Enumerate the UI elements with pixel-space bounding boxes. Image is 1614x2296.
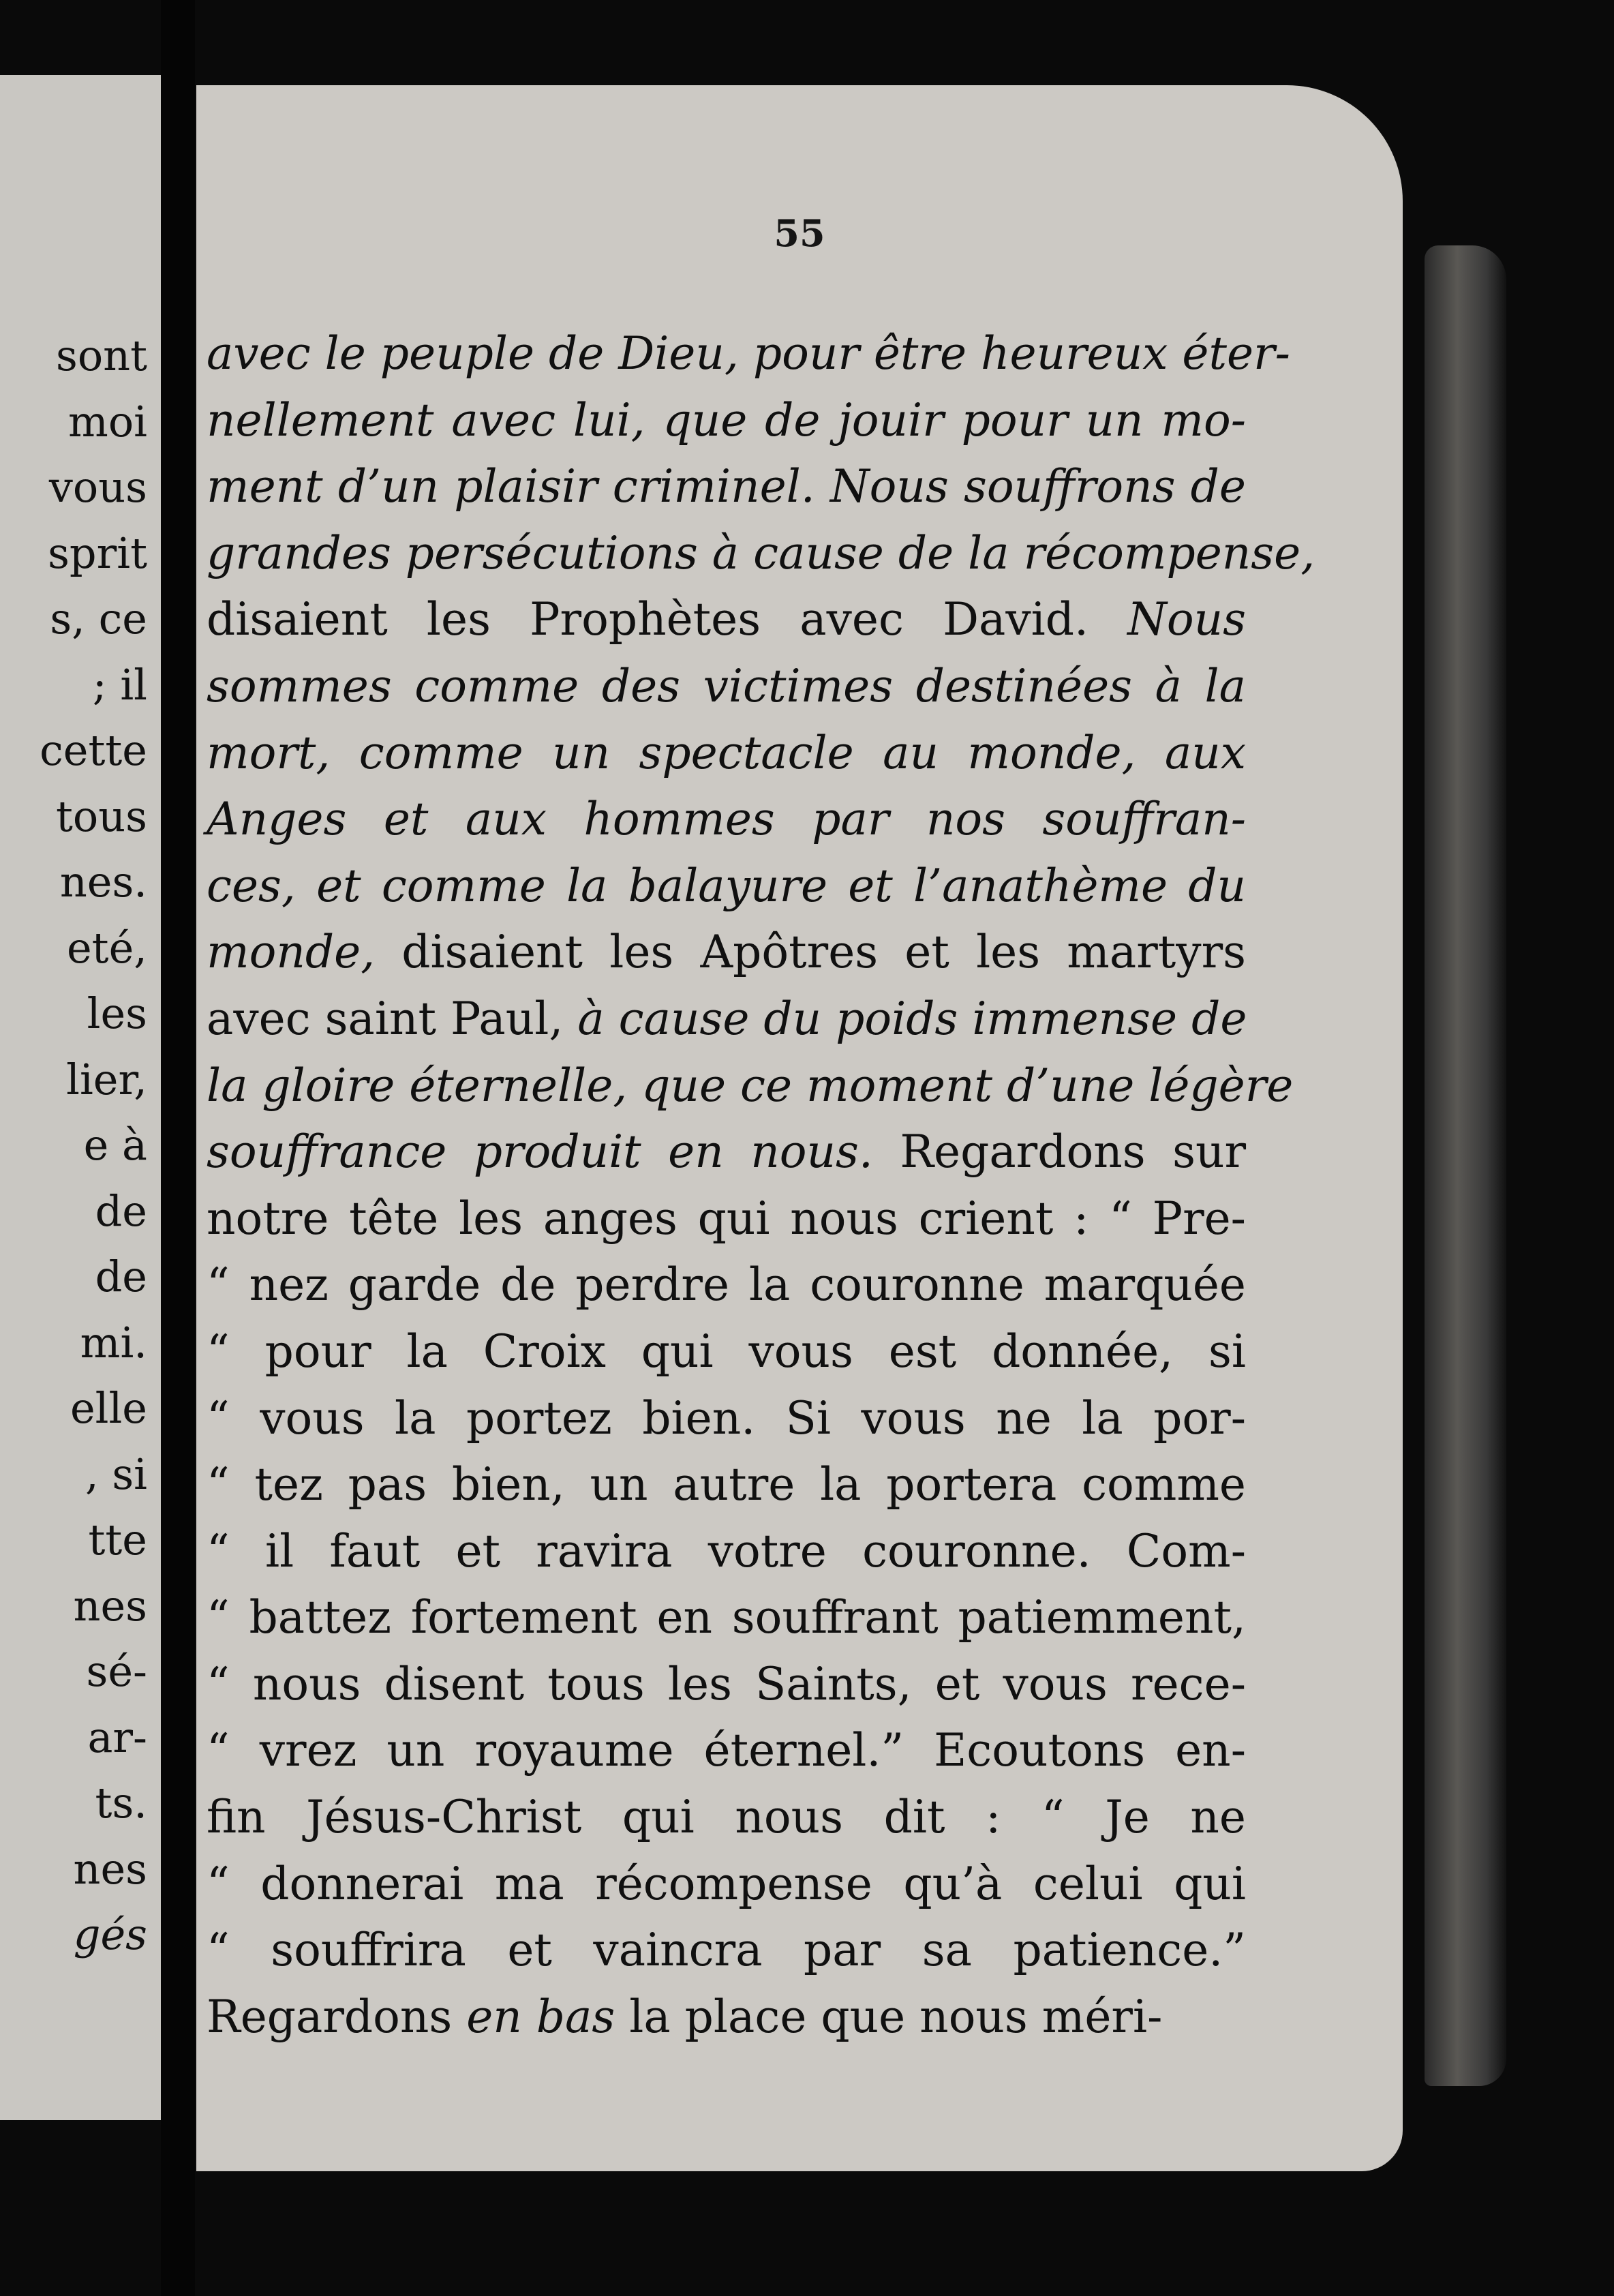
italic-text-segment: nellement avec lui, que de jouir pour un mo- [207, 393, 1246, 447]
text-line [207, 1252, 1246, 1318]
italic-text-segment: la gloire éternelle, que ce moment d’une légère [207, 1059, 1294, 1112]
facing-page-line: sprit [48, 528, 147, 578]
text-segment: fin Jésus-Christ qui nous dit : “ Je ne [207, 1791, 1246, 1844]
text-line [207, 1385, 1246, 1452]
text-line [207, 1451, 1246, 1518]
facing-page-line: tous [56, 791, 147, 841]
facing-page-line: nes [73, 1843, 147, 1894]
text-line [207, 1717, 1246, 1784]
facing-page-line: nes. [59, 857, 147, 907]
facing-page-line: gés [73, 1909, 147, 1959]
facing-page-line: ar- [87, 1712, 147, 1762]
text-line [207, 1784, 1246, 1851]
text-line [207, 1119, 1246, 1185]
text-segment: “ pour la Croix qui vous est donnée, si [207, 1325, 1246, 1378]
book-gutter [161, 0, 195, 2296]
facing-page-line: sont [56, 331, 147, 380]
text-segment: la place que nous méri- [615, 1990, 1163, 2043]
text-segment: “ vrez un royaume éternel.” Ecoutons en- [207, 1724, 1246, 1777]
text-line [207, 1518, 1246, 1585]
text-line [207, 1584, 1246, 1651]
text-line [207, 1917, 1246, 1984]
text-line [207, 1984, 1246, 2051]
facing-page-line: , si [85, 1449, 147, 1499]
text-segment: “ tez pas bien, un autre la portera comme [207, 1458, 1246, 1511]
text-line [207, 1318, 1246, 1385]
italic-text-segment: avec le peuple de Dieu, pour être heureux éter- [207, 327, 1290, 380]
italic-text-segment: souffrance produit en nous. [207, 1126, 873, 1179]
text-line [207, 520, 1315, 587]
text-line [207, 320, 1290, 387]
facing-page-line: de [95, 1252, 147, 1301]
italic-text-segment: ment d’un plaisir criminel. Nous souffrons de [207, 460, 1246, 513]
text-line [207, 986, 1246, 1053]
text-segment: “ donnerai ma récompense qu’à celui qui [207, 1857, 1246, 1910]
facing-page-line: e à [83, 1120, 147, 1170]
facing-page-line: lier, [66, 1054, 147, 1104]
body-text [207, 320, 1315, 2050]
italic-text-segment: en bas [466, 1990, 615, 2043]
italic-text-segment: sommes comme des victimes destinées à la [207, 659, 1246, 712]
text-line [207, 453, 1246, 520]
text-line [207, 653, 1246, 720]
italic-text-segment: mort, comme un spectacle au monde, aux [207, 726, 1246, 779]
text-segment: disaient les Apôtres et les martyrs [375, 926, 1246, 979]
text-segment: “ nous disent tous les Saints, et vous rece- [207, 1657, 1246, 1710]
facing-page-line: eté, [66, 922, 147, 973]
text-segment: “ vous la portez bien. Si vous ne la por- [207, 1391, 1246, 1445]
text-segment: Regardons [207, 1990, 467, 2043]
text-line [207, 1651, 1246, 1718]
facing-page-line: de [95, 1185, 147, 1236]
text-segment: “ battez fortement en souffrant patiemment, [207, 1591, 1246, 1644]
facing-page-line: ; il [92, 659, 147, 710]
facing-page-line: s, ce [50, 594, 147, 644]
facing-page-fragment [0, 75, 161, 2120]
text-line [207, 786, 1246, 853]
italic-text-segment: monde, [207, 926, 376, 979]
facing-page-line: tte [88, 1515, 147, 1565]
italic-text-segment: grandes persécutions à cause de la récompense, [207, 526, 1315, 579]
text-segment: Regardons sur [872, 1126, 1246, 1179]
italic-text-segment: Anges et aux hommes par nos souffran- [207, 793, 1246, 846]
facing-page-line: cette [40, 725, 147, 775]
facing-page-line: elle [70, 1383, 147, 1433]
text-line [207, 1185, 1246, 1252]
italic-text-segment: ces, et comme la balayure et l’anathème du [207, 859, 1246, 912]
facing-page-line: sé- [86, 1646, 147, 1696]
text-segment: disaient les Prophètes avec David. [207, 593, 1128, 646]
facing-page-line: les [87, 988, 147, 1038]
facing-page-line: moi [68, 396, 147, 447]
text-line [207, 720, 1246, 787]
facing-page-line: vous [48, 462, 147, 512]
facing-page-line: ts. [95, 1778, 147, 1828]
text-line [207, 1851, 1246, 1918]
text-line [207, 586, 1246, 653]
text-segment: avec saint Paul, [207, 992, 578, 1045]
book-page [196, 85, 1403, 2171]
facing-page-line: nes [73, 1580, 147, 1631]
italic-text-segment: à cause du poids immense de [577, 992, 1247, 1045]
text-segment: notre tête les anges qui nous crient : “ Pre- [207, 1192, 1246, 1245]
italic-text-segment: Nous [1127, 593, 1246, 646]
text-segment: “ nez garde de perdre la couronne marquée [207, 1258, 1246, 1312]
page-stack-edge [1425, 245, 1506, 2086]
page-number: 55 [774, 211, 825, 255]
text-line [207, 1053, 1294, 1119]
facing-page-line: mi. [80, 1317, 147, 1368]
text-line [207, 919, 1246, 986]
text-segment: “ il faut et ravira votre couronne. Com- [207, 1524, 1246, 1577]
text-line [207, 387, 1246, 454]
text-line [207, 853, 1246, 920]
text-segment: “ souffrira et vaincra par sa patience.” [207, 1924, 1246, 1977]
